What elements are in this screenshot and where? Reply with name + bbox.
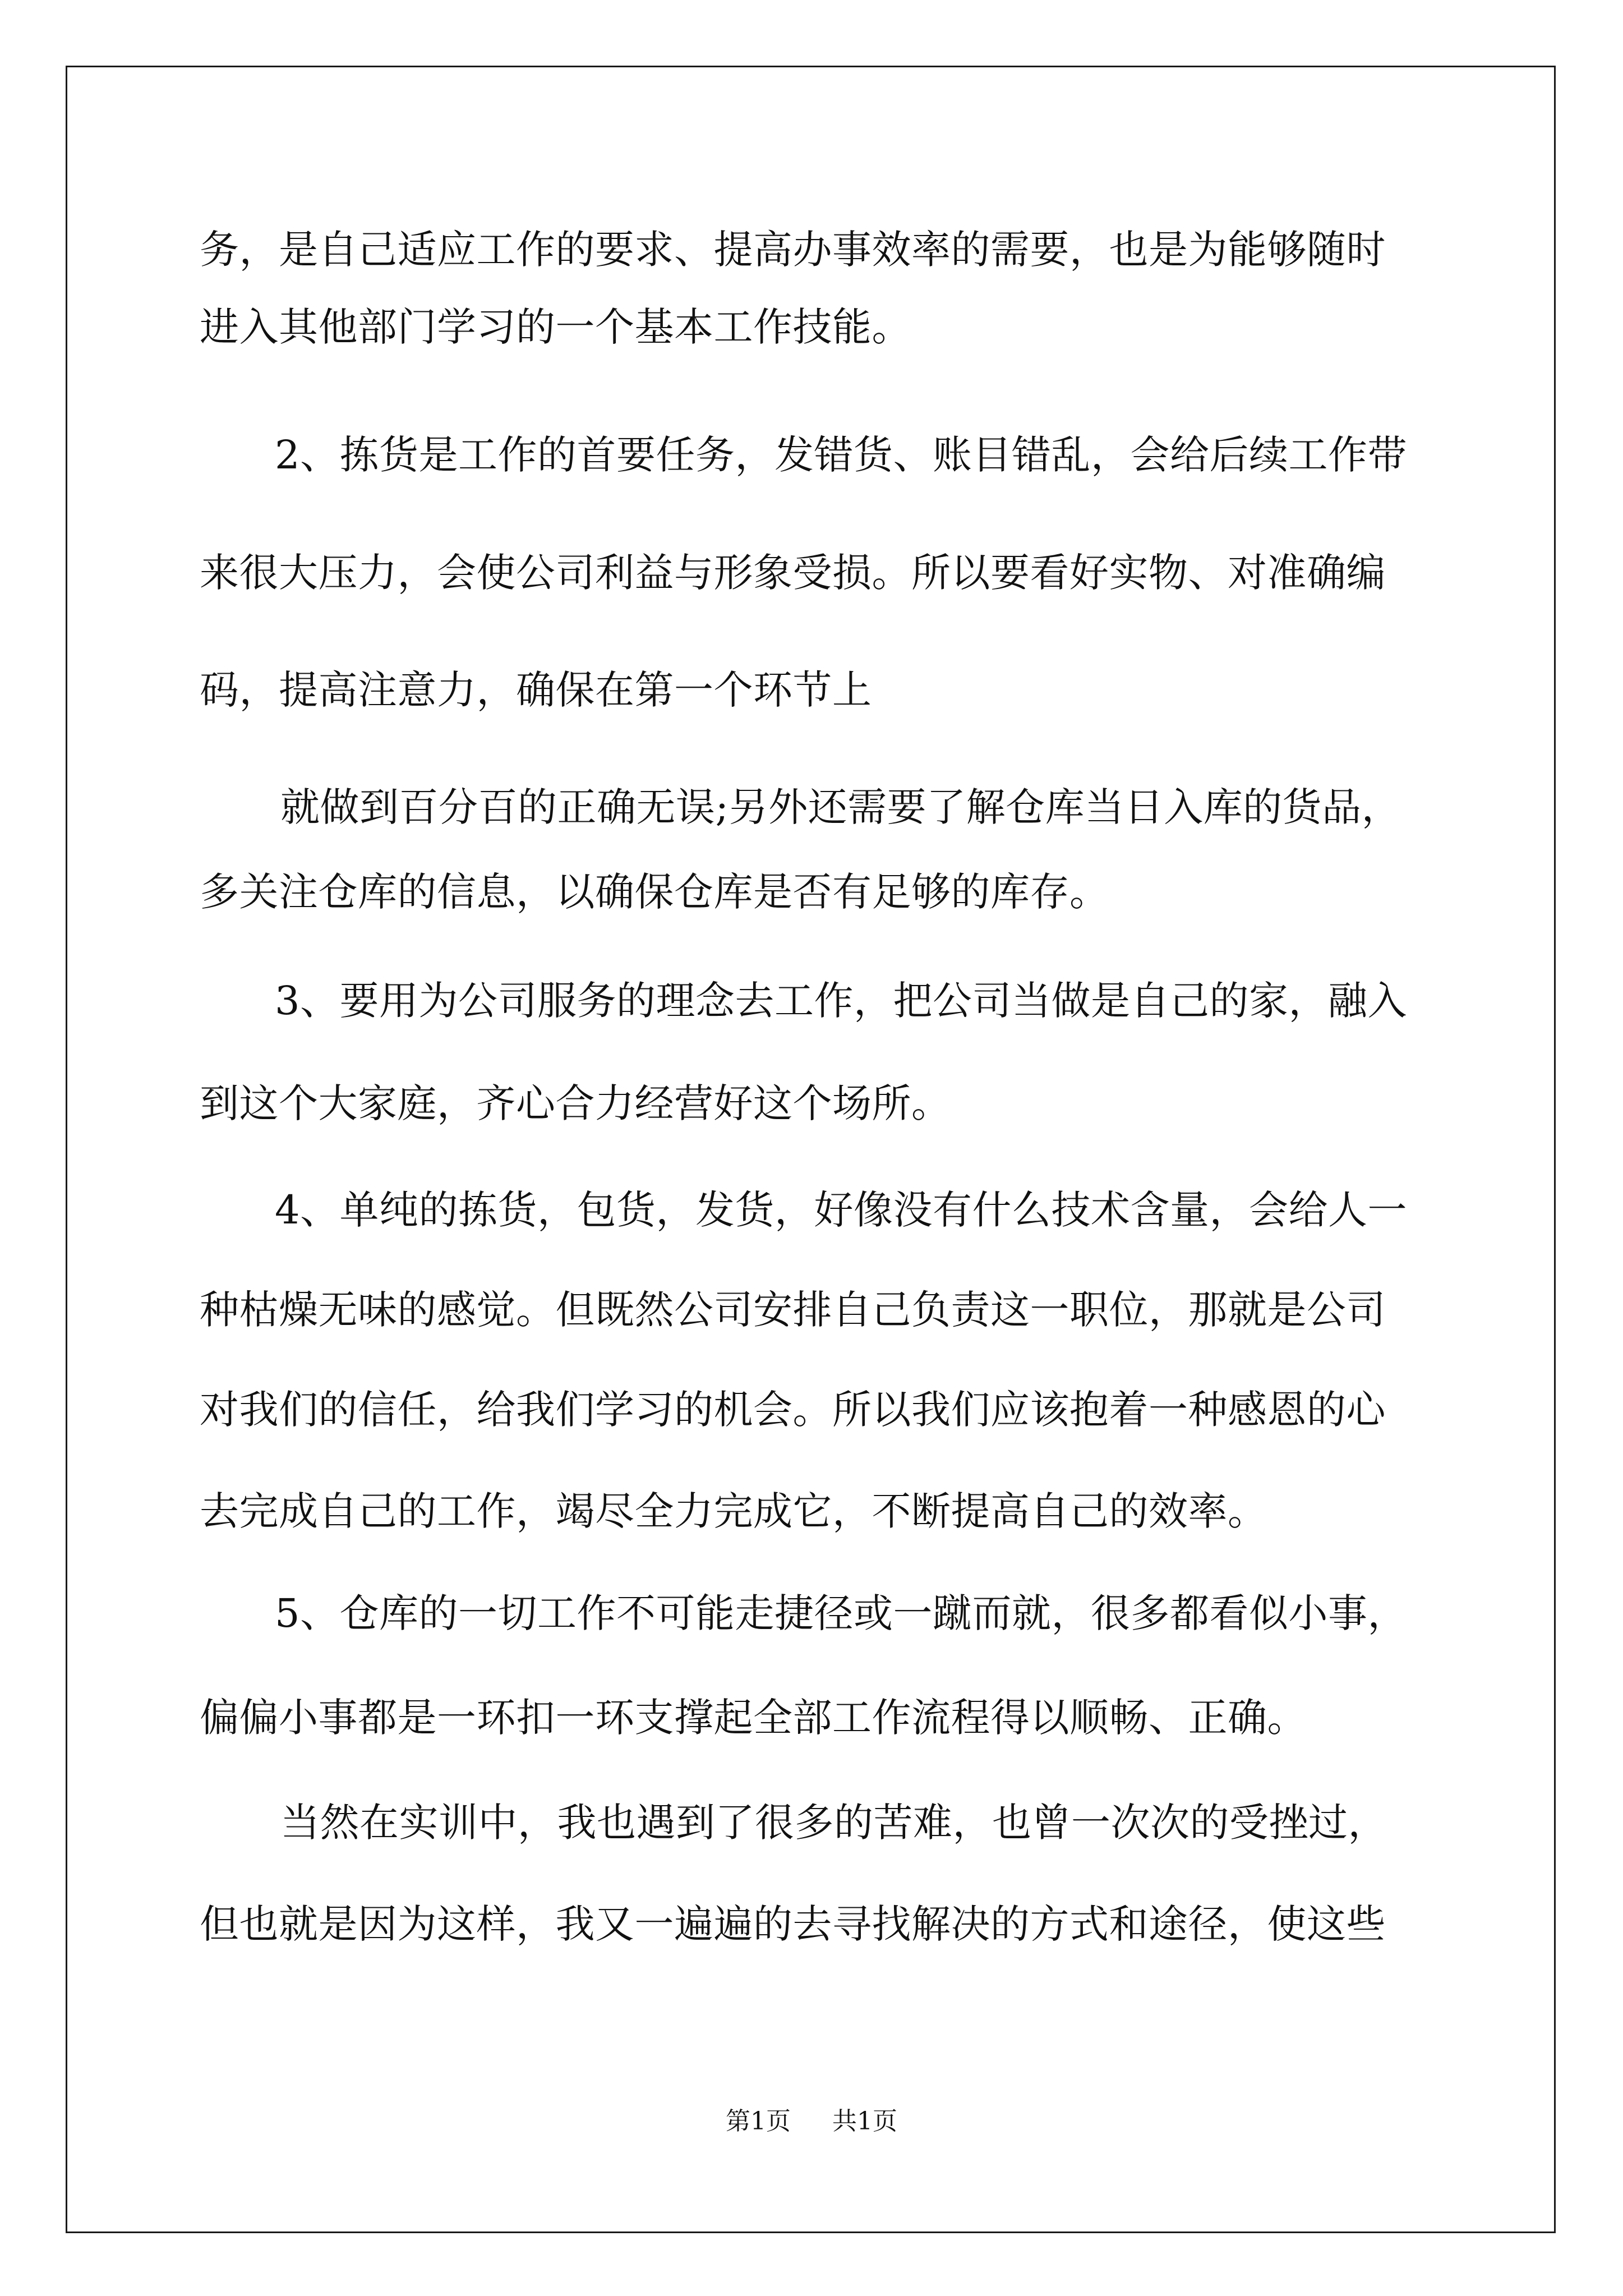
text-line-1: 务，是自己适应工作的要求、提高办事效率的需要，也是为能够随时: [200, 227, 1386, 273]
text-line-8: 3、要用为公司服务的理念去工作，把公司当做是自己的家，融入: [275, 978, 1408, 1024]
page-total: 共1页: [832, 2107, 897, 2136]
page-number: 第1页: [726, 2107, 791, 2136]
text-line-13: 去完成自己的工作，竭尽全力完成它，不断提高自己的效率。: [200, 1488, 1267, 1534]
text-line-2: 进入其他部门学习的一个基本工作技能。: [200, 304, 911, 350]
text-line-17: 但也就是因为这样，我又一遍遍的去寻找解决的方式和途径，使这些: [200, 1901, 1386, 1947]
text-line-5: 码，提高注意力，确保在第一个环节上: [200, 667, 872, 713]
text-line-14: 5、仓库的一切工作不可能走捷径或一蹴而就，很多都看似小事，: [275, 1590, 1408, 1636]
text-line-9: 到这个大家庭，齐心合力经营好这个场所。: [200, 1080, 951, 1126]
text-line-10: 4、单纯的拣货，包货，发货，好像没有什么技术含量，会给人一: [275, 1187, 1408, 1233]
text-line-16: 当然在实训中，我也遇到了很多的苦难，也曾一次次的受挫过，: [280, 1800, 1387, 1846]
text-line-6: 就做到百分百的正确无误;另外还需要了解仓库当日入库的货品，: [280, 784, 1401, 830]
text-line-11: 种枯燥无味的感觉。但既然公司安排自己负责这一职位，那就是公司: [200, 1287, 1386, 1333]
page-footer: [0, 2105, 1623, 2138]
text-line-15: 偏偏小事都是一环扣一环支撑起全部工作流程得以顺畅、正确。: [200, 1695, 1307, 1741]
text-line-12: 对我们的信任，给我们学习的机会。所以我们应该抱着一种感恩的心: [200, 1387, 1386, 1433]
text-line-7: 多关注仓库的信息，以确保仓库是否有足够的库存。: [200, 869, 1109, 915]
text-line-4: 来很大压力，会使公司利益与形象受损。所以要看好实物、对准确编: [200, 550, 1386, 596]
text-line-3: 2、拣货是工作的首要任务，发错货、账目错乱，会给后续工作带: [275, 432, 1408, 478]
